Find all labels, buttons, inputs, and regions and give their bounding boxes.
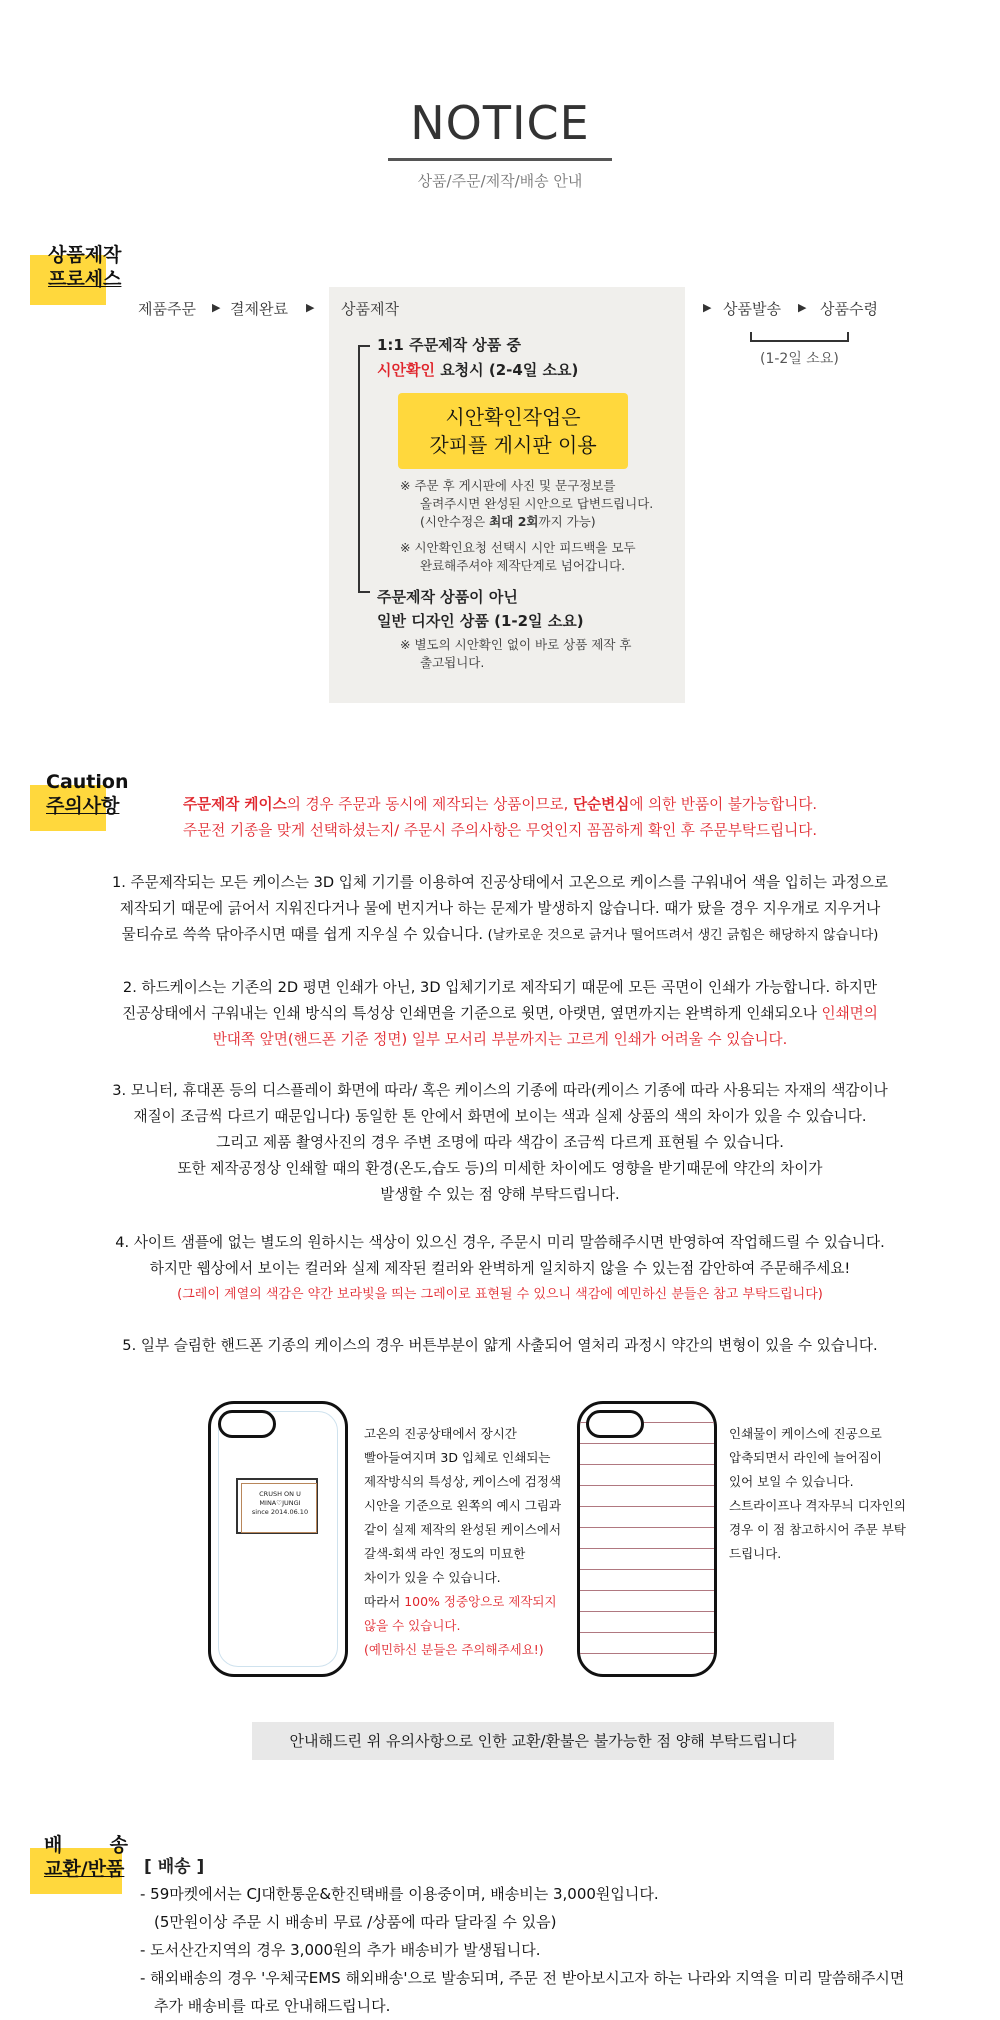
delivery-heading: [ 배송 ] bbox=[144, 1857, 205, 1877]
process-section-label bbox=[48, 243, 121, 291]
branch-line bbox=[358, 591, 370, 593]
arrow-icon: ▶ bbox=[212, 301, 221, 314]
delivery-section-label: 배 송 교환/반품 bbox=[44, 1834, 128, 1880]
step-production: 상품제작 bbox=[341, 300, 399, 318]
camera-hole bbox=[586, 1410, 644, 1438]
page-subtitle: 상품/주문/제작/배송 안내 bbox=[417, 172, 583, 190]
caution-label-line1: Caution bbox=[46, 771, 129, 793]
button-line1: 시안확인작업은 bbox=[445, 405, 581, 429]
caution-warning-2: 주문전 기종을 맞게 선택하셨는지/ 주문시 주의사항은 무엇인지 꼼꼼하게 확인 후 주문부탁드립니다. bbox=[183, 822, 817, 839]
caution-item-1: 1. 주문제작되는 모든 케이스는 3D 입체 기기를 이용하여 진공상태에서 고온으로 케이스를 구워내어 색을 입히는 과정으로 제작되기 때문에 긁어서 지워진다거나 물에 번지거나 하는 문제가 발생하지 않습니다. 때가 탔을 경우 지우개로 지우거나 물티슈로 쓱쓱 닦아주시면 때를 쉽게 지우실 수 있습니다. (날카로운 것으로 긁거나 떨어뜨려서 생긴 긁힘은 해당하지 않습니다) bbox=[111, 874, 889, 943]
branch1-subtitle: 시안확인 요청시 (2-4일 소요) bbox=[377, 361, 579, 379]
caution-item-5: 5. 일부 슬림한 핸드폰 기종의 케이스의 경우 버튼부분이 얇게 사출되어 열처리 과정시 약간의 변형이 있을 수 있습니다. bbox=[122, 1337, 878, 1354]
branch-line bbox=[358, 345, 370, 347]
note-1: ※ 주문 후 게시판에 사진 및 문구정보를 올려주시면 완성된 시안으로 답변드립니다. (시안수정은 최대 2회까지 가능) bbox=[400, 478, 654, 529]
branch-line bbox=[358, 345, 360, 591]
process-label-line1: 상품제작 bbox=[48, 244, 122, 266]
caution-item-2: 2. 하드케이스는 기존의 2D 평면 인쇄가 아닌, 3D 입체기기로 제작되기 때문에 모든 곡면이 인쇄가 가능합니다. 하지만 진공상태에서 구워내는 인쇄 방식의 특성상 인쇄면을 기준으로 윗면, 아랫면, 옆면까지는 완벽하게 인쇄되오나 인쇄면의 반대쪽 앞면(핸드폰 기준 정면) 일부 모서리 부분까지는 고르게 인쇄가 어려울 수 있습니다. bbox=[122, 979, 878, 1048]
branch2-title: 주문제작 상품이 아닌 일반 디자인 상품 (1-2일 소요) bbox=[377, 588, 584, 630]
title-underline bbox=[388, 158, 612, 161]
stamp-text: CRUSH ON U MINA♡JUNGI since 2014.06.10 bbox=[251, 1490, 309, 1516]
grid-pattern bbox=[580, 1404, 714, 1674]
button-line2: 갓피플 게시판 이용 bbox=[429, 433, 597, 457]
arrow-icon: ▶ bbox=[798, 301, 807, 314]
caution-label-line2: 주의사항 bbox=[46, 795, 120, 817]
step-shipping: 상품발송 bbox=[723, 300, 781, 318]
refund-notice-bar: 안내해드린 위 유의사항으로 인한 교환/환불은 불가능한 점 양해 부탁드립니다 bbox=[252, 1722, 834, 1760]
caution-item-4: 4. 사이트 샘플에 없는 별도의 원하시는 색상이 있으신 경우, 주문시 미리 말씀해주시면 반영하여 작업해드릴 수 있습니다. 하지만 웹상에서 보이는 컬러와 실제 제작된 컬러와 완벽하게 일치하지 않을 수 있는점 감안하여 주문해주세요! (그레이 계열의 색감은 약간 보라빛을 띄는 그레이로 표현될 수 있으니 색감에 예민하신 분들은 참고 부탁드립니다) bbox=[115, 1234, 885, 1302]
bracket-line bbox=[847, 332, 849, 342]
board-notice-button bbox=[398, 393, 628, 469]
arrow-icon: ▶ bbox=[703, 301, 712, 314]
page-title: NOTICE bbox=[410, 96, 590, 150]
phone-inner-edge bbox=[218, 1411, 338, 1667]
step-payment: 결제완료 bbox=[230, 300, 288, 318]
process-label-line2: 프로세스 bbox=[48, 268, 122, 290]
phone-case-example-2 bbox=[577, 1401, 717, 1677]
note-2: ※ 시안확인요청 선택시 시안 피드백을 모두 완료해주셔야 제작단계로 넘어갑니다. bbox=[400, 540, 636, 573]
step-receive: 상품수령 bbox=[820, 300, 878, 318]
step-order: 제품주문 bbox=[138, 300, 196, 318]
note-3: ※ 별도의 시안확인 없이 바로 상품 제작 후 출고됩니다. bbox=[400, 637, 632, 670]
camera-hole bbox=[218, 1410, 276, 1438]
arrow-icon: ▶ bbox=[306, 301, 315, 314]
branch1-title: 1:1 주문제작 상품 중 bbox=[377, 336, 521, 354]
caution-item-3: 3. 모니터, 휴대폰 등의 디스플레이 화면에 따라/ 혹은 케이스의 기종에 따라(케이스 기종에 따라 사용되는 자재의 색감이나 재질이 조금씩 다르기 때문입니다) 동일한 톤 안에서 화면에 보이는 색과 실제 상품의 색의 차이가 있을 수 있습니다. 그리고 제품 촬영사진의 경우 주변 조명에 따라 색감이 조금씩 다르게 표현될 수 있습니다. 또한 제작공정상 인쇄할 때의 환경(온도,습도 등)의 미세한 차이에도 영향을 받기때문에 약간의 차이가 발생할 수 있는 점 양해 부탁드립니다. bbox=[112, 1082, 888, 1203]
bracket-line bbox=[750, 340, 849, 342]
phone2-description: 인쇄물이 케이스에 진공으로 압축되면서 라인에 늘어짐이 있어 보일 수 있습니다. 스트라이프나 격자무늬 디자인의 경우 이 점 참고하시어 주문 부탁 드립니다. bbox=[729, 1426, 906, 1561]
caution-warning-1: 주문제작 케이스의 경우 주문과 동시에 제작되는 상품이므로, 단순변심에 의한 반품이 불가능합니다. bbox=[182, 796, 818, 813]
shipping-duration: (1-2일 소요) bbox=[760, 351, 839, 367]
delivery-info: - 59마켓에서는 CJ대한통운&한진택배를 이용중이며, 배송비는 3,000원입니다. (5만원이상 주문 시 배송비 무료 /상품에 따라 달라질 수 있음) - 도서산간지역의 경우 3,000원의 추가 배송비가 발생됩니다. - 해외배송의 경우 '우체국EMS 해외배송'으로 발송되며, 주문 전 받아보시고자 하는 나라와 지역을 미리 말씀해주시면 추가 배송비를 따로 안내해드립니다. bbox=[140, 1885, 905, 2015]
phone1-description: 고온의 진공상태에서 장시간 빨아들여지며 3D 입체로 인쇄되는 제작방식의 특성상, 케이스에 검정색 시안을 기준으로 왼쪽의 예시 그림과 같이 실제 제작의 완성된 케이스에서 갈색-회색 라인 정도의 미묘한 차이가 있을 수 있습니다. 따라서 100% 정중앙으로 제작되지 않을 수 있습니다. (예민하신 분들은 주의해주세요!) bbox=[364, 1426, 562, 1657]
